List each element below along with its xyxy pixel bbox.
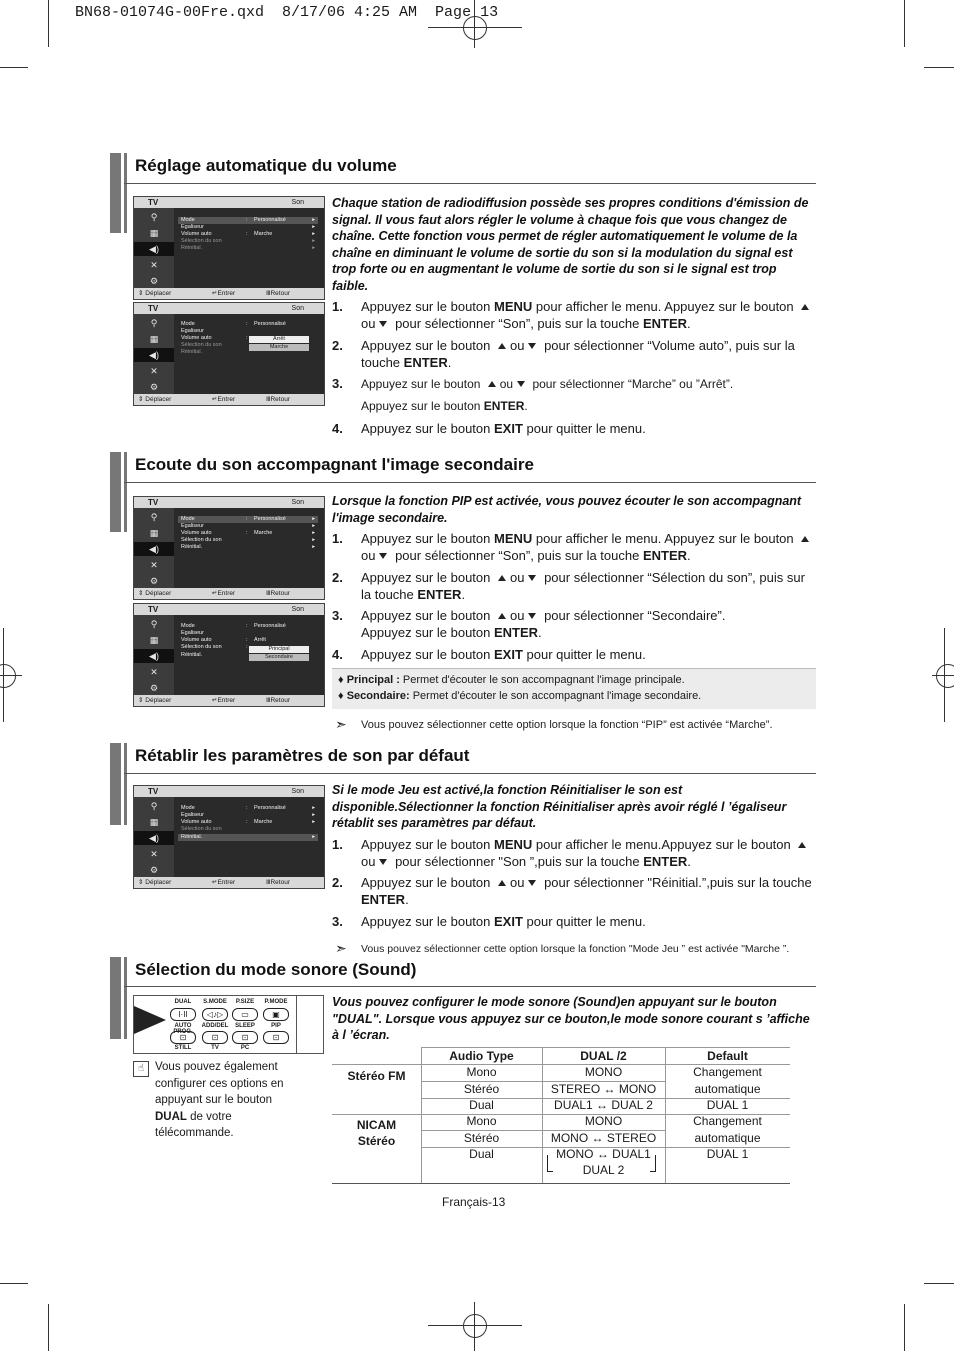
- picture-icon: ▦: [149, 528, 159, 538]
- table-cell: MONO: [584, 1114, 623, 1128]
- remote-note: Vous pouvez également configurer ces options en appuyant sur le bouton DUAL de votre télécommande.: [155, 1061, 284, 1139]
- table-cell: DUAL 1: [706, 1098, 749, 1112]
- option-marche[interactable]: Marche: [249, 344, 309, 351]
- note-arrow-icon: ➣: [335, 940, 347, 956]
- step-3: 3. Appuyez sur le bouton ou pour sélectionner “Marche” ou ”Arrêt”.: [332, 376, 734, 391]
- speaker-icon: ◀): [134, 649, 174, 663]
- section-intro: Chaque station de radiodiffusion possède ses propres conditions d'émission de signal. Il vous faut alors régler le volume à chaque fois que vous changez de chaîne. Cette fonction vous permet de régler automatiquement le volume de la chaîne en diminuant le volume de sortie du son si la modulation du signal est trop forte ou en augmentant le volume de sortie du son si le signal est trop faible.: [332, 196, 809, 293]
- picture-icon: ▦: [149, 334, 159, 344]
- divider: [296, 996, 297, 1053]
- option-arret[interactable]: Arrêt: [249, 336, 309, 343]
- step-2: 2. Appuyez sur le bouton ou pour sélectionner “Volume auto”, puis sur la touche ENTER.: [332, 338, 795, 370]
- tv-menu-screen: TV Son ⚲ ▦ ◀) ✕ ⚙ Mode : Personnalisé ▸ Egaliseur ▸ Volume auto : Marche ▸ Sélection du son ▸ Réinitial. ▸ ⇕ Déplacer ↵Entrer ⅢRetour: [133, 496, 325, 600]
- tv-menu-screen: TV Son ⚲ ▦ ◀) ✕ ⚙ Mode : Personnalisé Egaliseur Volume auto : Sélection du son Réinitial. Arrêt Marche ⇕ Déplacer ↵Entrer ⅢRetour: [133, 302, 325, 406]
- table-cell: Stéréo: [463, 1131, 500, 1145]
- section-bar: [110, 452, 121, 532]
- satellite-icon: ✕: [150, 667, 158, 677]
- step-2: 2. Appuyez sur le bouton ou pour sélectionner “Sélection du son”, puis sur la touche ENTER.: [332, 570, 805, 602]
- option-principal[interactable]: Principal: [249, 646, 309, 653]
- crop-mark: [48, 1304, 49, 1351]
- section-title: Sélection du mode sonore (Sound): [135, 960, 417, 979]
- crop-mark: [428, 1325, 522, 1326]
- remote-control-illustration: DUAL S.MODE P.SIZE P.MODE I·II ◁♪▷ ▭ ▣ AUTO PROG. ADD/DEL SLEEP PIP ⊡ ⊡ ⊡ ⊡ STILL TV PC: [133, 995, 324, 1054]
- option-secondaire[interactable]: Secondaire: [249, 654, 309, 661]
- loop-connector: [650, 1155, 656, 1172]
- p-mode-button[interactable]: ▣: [263, 1008, 289, 1021]
- arrow-up-icon: [488, 381, 496, 387]
- section-intro: Si le mode Jeu est activé,la fonction Réinitialiser le son est disponible.Sélectionner la fonction Réinitialiser après avoir réglé l ’égaliseur rétablit ses paramètres par défaut.: [332, 783, 787, 830]
- note: ➣ Vous pouvez sélectionner cette option lorsque la fonction "Mode Jeu ” est activée "Marche ”.: [335, 940, 790, 956]
- step-4: 4. Appuyez sur le bouton EXIT pour quitter le menu.: [332, 421, 646, 436]
- picture-icon: ▦: [149, 635, 159, 645]
- satellite-icon: ✕: [150, 560, 158, 570]
- table-cell: automatique: [694, 1131, 761, 1145]
- crop-mark: [932, 675, 954, 676]
- arrow-down-icon: [528, 613, 536, 619]
- step-3-line-2: Appuyez sur le bouton ENTER.: [361, 399, 528, 413]
- crop-mark: [924, 67, 954, 68]
- crop-mark: [3, 628, 4, 722]
- antenna-icon: ⚲: [150, 512, 158, 522]
- section-title: Réglage automatique du volume: [135, 156, 397, 175]
- crop-mark: [904, 0, 905, 47]
- table-header: Audio Type: [449, 1049, 514, 1063]
- step-2: 2. Appuyez sur le bouton ou pour sélectionner "Réinitial.”,puis sur la touche ENTER.: [332, 875, 812, 907]
- section-bar: [124, 153, 127, 233]
- speaker-icon: ◀): [134, 831, 174, 845]
- table-cell: Mono: [466, 1114, 497, 1128]
- table-cell: Stéréo: [463, 1082, 500, 1096]
- tv-menu-screen: TV Son ⚲ ▦ ◀) ✕ ⚙ Mode : Personnalisé ▸ Egaliseur ▸ Volume auto : Marche ▸ Sélection du son Réinitial. ▸ ⇕ Déplacer ↵Entrer ⅢRetour: [133, 785, 325, 889]
- loop-connector: [547, 1155, 553, 1172]
- arrow-up-icon: [801, 536, 809, 542]
- arrow-down-icon: [379, 553, 387, 559]
- arrow-down-icon: [517, 381, 525, 387]
- section-bar: [110, 743, 121, 825]
- crop-mark: [474, 1302, 475, 1351]
- arrow-up-icon: [801, 304, 809, 310]
- arrow-up-icon: [798, 842, 806, 848]
- satellite-icon: ✕: [150, 260, 158, 270]
- picture-icon: ▦: [149, 817, 159, 827]
- table-cell: DUAL 1: [706, 1147, 749, 1161]
- table-cell: Dual: [469, 1098, 494, 1112]
- tv-menu-screen: TV Son ⚲ ▦ ◀) ✕ ⚙ Mode : Personnalisé ▸ Egaliseur ▸ Volume auto : Marche ▸ Sélection du son ▸ Réinitial. ▸ ⇕ Déplacer ↵Entrer ⅢRetour: [133, 196, 325, 300]
- arrow-down-icon: [528, 343, 536, 349]
- crop-mark: [944, 628, 945, 722]
- registration-mark: [463, 1314, 487, 1338]
- section-bar: [124, 957, 127, 1039]
- setup-icon: ⚙: [149, 865, 159, 875]
- note: ➣ Vous pouvez sélectionner cette option lorsque la fonction “PIP” est activée “Marche”.: [335, 716, 773, 732]
- section-intro: Vous pouvez configurer le mode sonore (Sound)en appuyant sur le bouton "DUAL". Lorsque vous appuyez sur ce bouton,le mode sonore courant s ’affiche à l ’écran.: [332, 995, 810, 1042]
- speaker-icon: ◀): [134, 542, 174, 556]
- add-del-button[interactable]: ⊡: [202, 1031, 228, 1044]
- section-rule: [124, 183, 816, 184]
- table-rule: [332, 1183, 790, 1184]
- step-1: 1. Appuyez sur le bouton MENU pour afficher le menu. Appuyez sur le bouton ou pour sélectionner “Son”, puis sur la touche ENTER.: [332, 531, 816, 564]
- table-cell: Dual: [469, 1147, 494, 1161]
- section-rule: [124, 482, 816, 483]
- arrow-down-icon: [528, 575, 536, 581]
- table-cell: automatique: [694, 1082, 761, 1096]
- p-size-button[interactable]: ▭: [232, 1008, 258, 1021]
- arrow-up-icon: [498, 613, 506, 619]
- step-4: 4. Appuyez sur le bouton EXIT pour quitter le menu.: [332, 647, 646, 662]
- section-title: Ecoute du son accompagnant l'image secondaire: [135, 455, 534, 474]
- arrow-down-icon: [379, 859, 387, 865]
- section-rule: [124, 986, 816, 987]
- table-cell: Changement: [693, 1114, 762, 1128]
- step-1: 1. Appuyez sur le bouton MENU pour afficher le menu. Appuyez sur le bouton ou pour sélectionner “Son”, puis sur la touche ENTER.: [332, 299, 816, 332]
- crop-mark: [904, 1304, 905, 1351]
- table-cell: Mono: [466, 1065, 497, 1079]
- crop-mark: [48, 0, 49, 47]
- pip-button[interactable]: ⊡: [263, 1031, 289, 1044]
- arrow-up-icon: [498, 880, 506, 886]
- crop-mark: [924, 1283, 954, 1284]
- speaker-icon: ◀): [134, 348, 174, 362]
- table-rule: [421, 1047, 790, 1048]
- setup-icon: ⚙: [149, 683, 159, 693]
- table-row-label: Stéréo FM: [347, 1069, 406, 1083]
- section-intro: Lorsque la fonction PIP est activée, vous pouvez écouter le son accompagnant l'image secondaire.: [332, 494, 802, 525]
- page-footer: Français-13: [442, 1195, 506, 1209]
- antenna-icon: ⚲: [150, 318, 158, 328]
- table-cell: DUAL1 ↔ DUAL 2: [554, 1098, 653, 1112]
- section-title: Rétablir les paramètres de son par défaut: [135, 746, 470, 765]
- antenna-icon: ⚲: [150, 212, 158, 222]
- table-cell: DUAL 2: [582, 1163, 625, 1177]
- registration-mark: [936, 664, 954, 688]
- bullet-principal: ♦ Principal : Permet d'écouter le son accompagnant l'image principale.: [338, 674, 685, 686]
- table-header: DUAL /2: [580, 1049, 627, 1063]
- crop-mark: [0, 1283, 28, 1284]
- arrow-up-icon: [498, 343, 506, 349]
- sound-mode-table: [332, 1047, 790, 1184]
- step-3: 3. Appuyez sur le bouton EXIT pour quitter le menu.: [332, 914, 646, 929]
- table-cell: MONO ↔ DUAL1: [556, 1147, 651, 1161]
- pointer-arrow-icon: [134, 1006, 166, 1034]
- crop-mark: [0, 67, 28, 68]
- table-cell: Changement: [693, 1065, 762, 1079]
- arrow-down-icon: [379, 321, 387, 327]
- section-bar: [124, 743, 127, 825]
- arrow-up-icon: [498, 575, 506, 581]
- setup-icon: ⚙: [149, 382, 159, 392]
- hand-icon: ☝: [133, 1061, 149, 1077]
- section-bar: [110, 957, 121, 1039]
- file-header: BN68-01074G-00Fre.qxd 8/17/06 4:25 AM Page 13: [75, 4, 499, 21]
- auto-prog-button[interactable]: ⊡: [170, 1031, 196, 1044]
- table-cell: MONO ↔ STEREO: [550, 1131, 657, 1145]
- satellite-icon: ✕: [150, 849, 158, 859]
- s-mode-button[interactable]: ◁♪▷: [202, 1008, 228, 1021]
- antenna-icon: ⚲: [150, 619, 158, 629]
- note-arrow-icon: ➣: [335, 716, 347, 732]
- antenna-icon: ⚲: [150, 801, 158, 811]
- section-bar: [110, 153, 121, 233]
- setup-icon: ⚙: [149, 276, 159, 286]
- section-rule: [124, 773, 816, 774]
- dual-button[interactable]: I·II: [170, 1008, 196, 1021]
- picture-icon: ▦: [149, 228, 159, 238]
- table-row-label: NICAM Stéréo: [356, 1118, 397, 1148]
- satellite-icon: ✕: [150, 366, 158, 376]
- bullet-secondaire: ♦ Secondaire: Permet d'écouter le son accompagnant l'image secondaire.: [338, 690, 702, 702]
- setup-icon: ⚙: [149, 576, 159, 586]
- table-cell: MONO: [584, 1065, 623, 1079]
- crop-mark: [428, 27, 522, 28]
- table-cell: STEREO ↔ MONO: [550, 1082, 657, 1096]
- options-box: [332, 668, 816, 709]
- step-3: 3. Appuyez sur le bouton ou pour sélectionner “Secondaire”. Appuyez sur le bouton ENTER.: [332, 608, 726, 640]
- section-bar: [124, 452, 127, 532]
- speaker-icon: ◀): [134, 242, 174, 256]
- sleep-button[interactable]: ⊡: [232, 1031, 258, 1044]
- arrow-down-icon: [528, 880, 536, 886]
- table-header: Default: [707, 1049, 748, 1063]
- step-1: 1. Appuyez sur le bouton MENU pour afficher le menu.Appuyez sur le bouton ou pour sélectionner "Son ”,puis sur la touche ENTER.: [332, 837, 816, 870]
- tv-menu-screen: TV Son ⚲ ▦ ◀) ✕ ⚙ Mode : Personnalisé Egaliseur Volume auto : Arrêt Sélection du son : Réinitial. Principal Secondaire ⇕ Déplacer ↵Entrer ⅢRetour: [133, 603, 325, 707]
